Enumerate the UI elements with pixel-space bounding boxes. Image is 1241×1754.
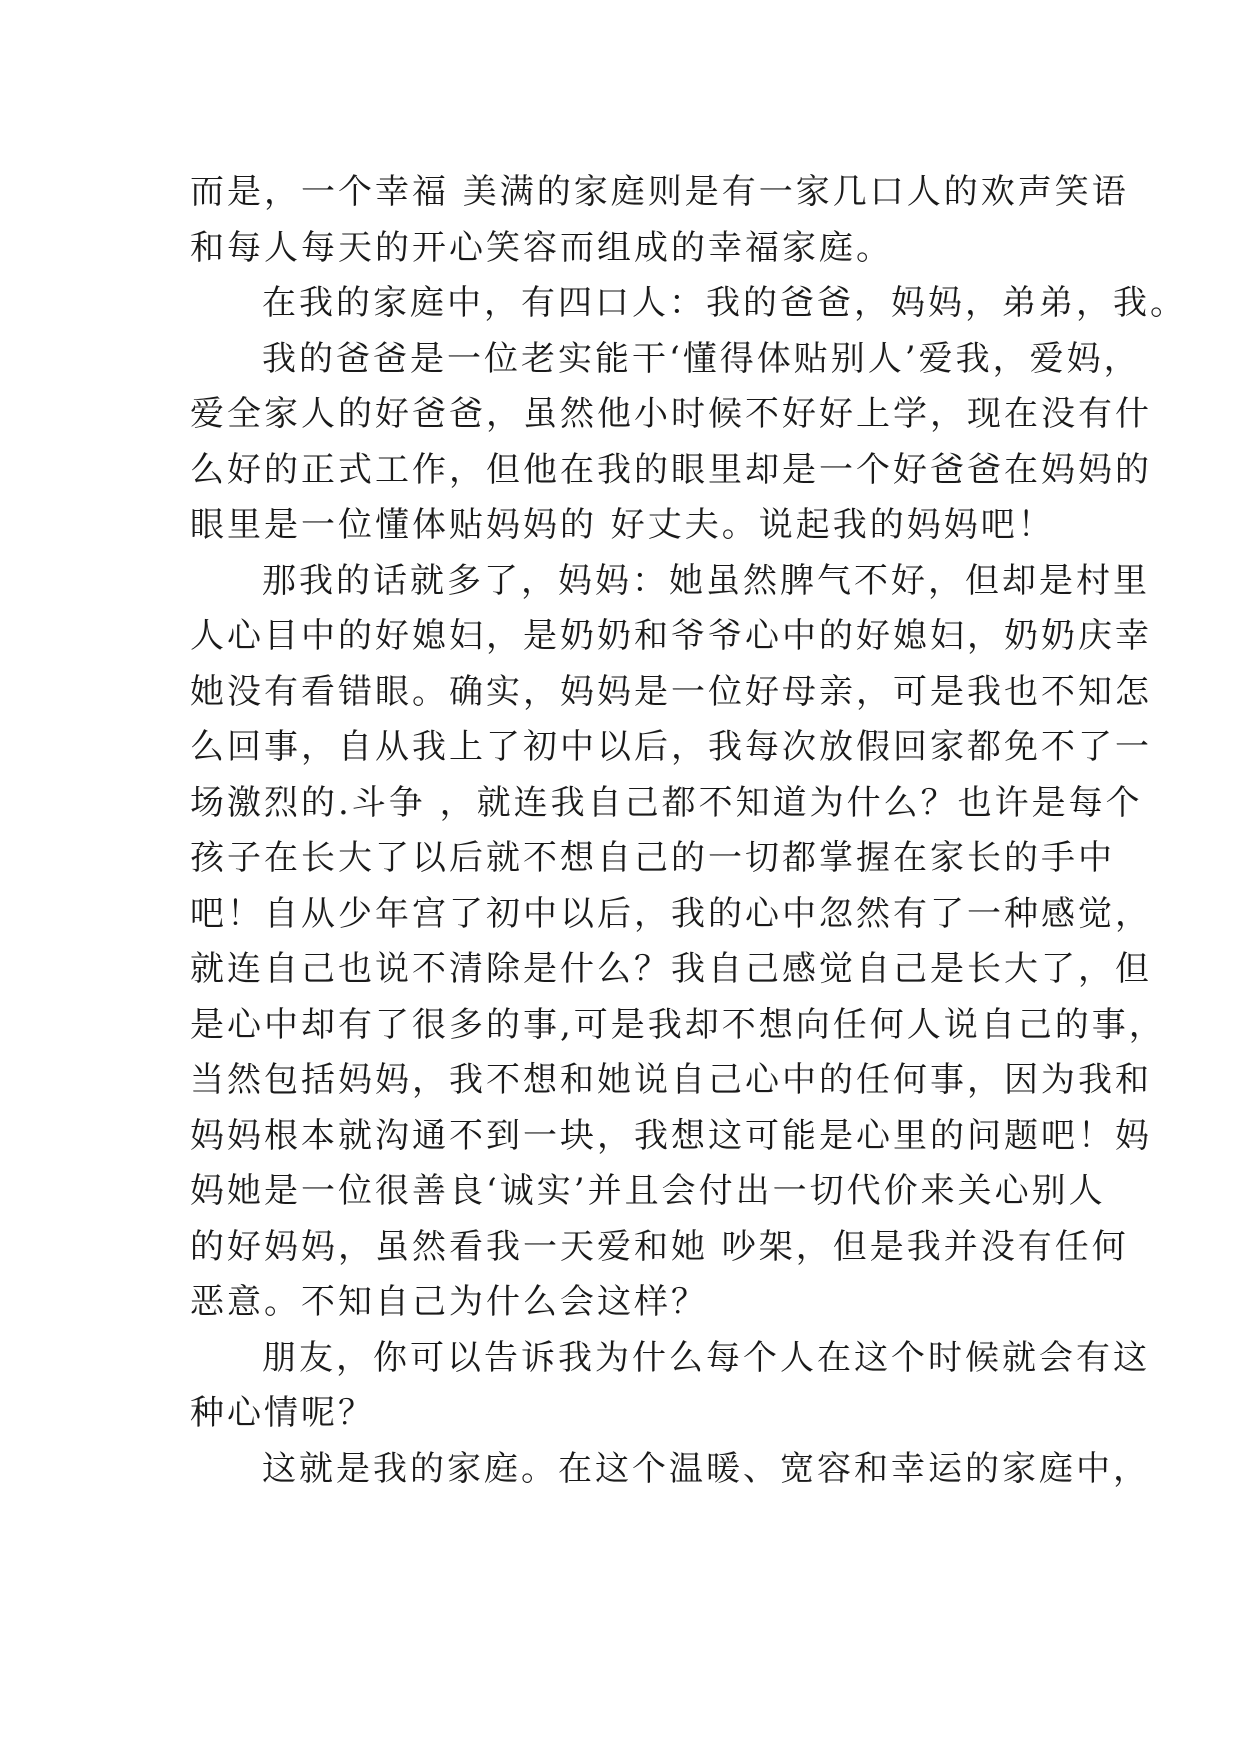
text-line: 当然包括妈妈，我不想和她说自己心中的任何事，因为我和 [190, 1060, 1152, 1100]
text-line: 么回事，自从我上了初中以后，我每次放假回家都免不了一 [190, 727, 1152, 767]
text-line: 而是，一个幸福 美满的家庭则是有一家几口人的欢声笑语 [190, 172, 1129, 212]
text-line: 恶意。不知自己为什么会这样？ [190, 1282, 708, 1322]
text-line: 这就是我的家庭。在这个温暖、宽容和幸运的家庭中， [262, 1448, 1150, 1489]
text-line: 朋友，你可以告诉我为什么每个人在这个时候就会有这 [262, 1337, 1150, 1378]
text-line: 种心情呢？ [190, 1393, 375, 1433]
text-line: 就连自己也说不清除是什么？我自己感觉自己是长大了，但 [190, 949, 1152, 989]
text-line: 爱全家人的好爸爸，虽然他小时候不好好上学，现在没有什 [190, 394, 1152, 434]
text-line: 眼里是一位懂体贴妈妈的 好丈夫。说起我的妈妈吧！ [190, 505, 1055, 545]
text-line: 妈她是一位很善良‘诚实’并且会付出一切代价来关心别人 [190, 1171, 1106, 1211]
text-line: 那我的话就多了，妈妈：她虽然脾气不好，但却是村里 [262, 560, 1150, 601]
essay-text [190, 165, 1187, 1497]
text-line: 吧！自从少年宫了初中以后，我的心中忽然有了一种感觉， [190, 893, 1152, 934]
text-line: 的好妈妈，虽然看我一天爱和她 吵架，但是我并没有任何 [190, 1226, 1129, 1267]
text-line: 场激烈的.斗争 ，就连我自己都不知道为什么？也许是每个 [190, 782, 1143, 823]
text-line: 么好的正式工作，但他在我的眼里却是一个好爸爸在妈妈的 [190, 449, 1152, 490]
text-line: 她没有看错眼。确实，妈妈是一位好母亲，可是我也不知怎 [190, 671, 1152, 712]
text-line: 和每人每天的开心笑容而组成的幸福家庭。 [190, 227, 893, 268]
text-line: 我的爸爸是一位老实能干‘懂得体贴别人’爱我，爱妈， [262, 338, 1141, 379]
text-line: 妈妈根本就沟通不到一块，我想这可能是心里的问题吧！妈 [190, 1115, 1152, 1156]
text-line: 人心目中的好媳妇，是奶奶和爷爷心中的好媳妇，奶奶庆幸 [190, 616, 1152, 656]
text-line: 孩子在长大了以后就不想自己的一切都掌握在家长的手中 [190, 838, 1115, 878]
text-line: 在我的家庭中，有四口人：我的爸爸，妈妈，弟弟，我。 [262, 283, 1187, 323]
text-line: 是心中却有了很多的事,可是我却不想向任何人说自己的事， [190, 1004, 1166, 1045]
